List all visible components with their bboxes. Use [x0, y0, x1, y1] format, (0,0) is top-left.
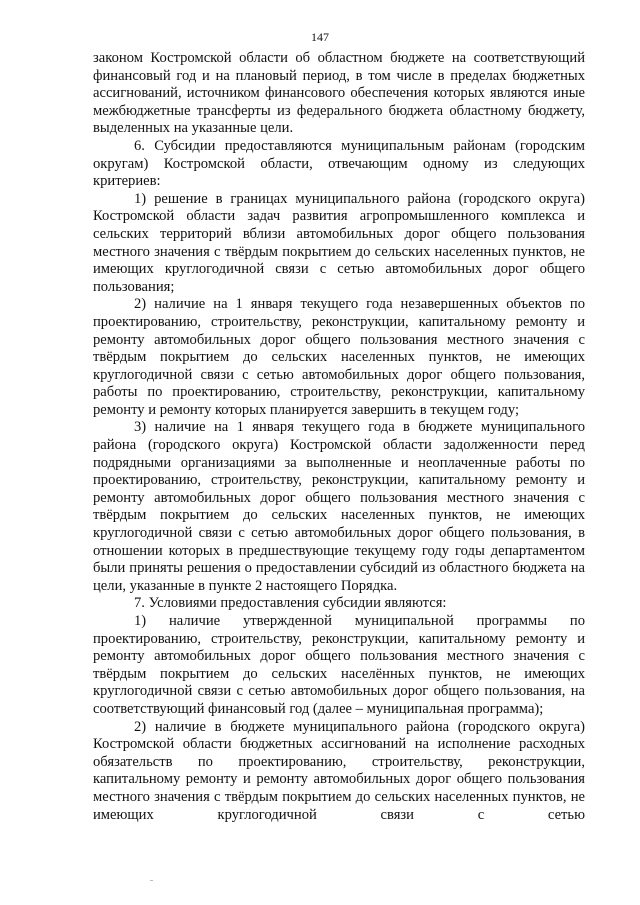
paragraph-condition-1: 1) наличие утвержденной муниципальной программы по проектированию, строительству, реконструкции, капитальному ремонту и ремонту автомобильных дорог общего пользования местного значения с твёрдым покрытием до сельских населённых пунктов, не имеющих круглогодичной связи с сетью автомобильных дорог общего пользования, на соответствующий финансовый год (далее – муниципальная программа);: [93, 613, 585, 717]
paragraph-clause-6: 6. Субсидии предоставляются муниципальным районам (городским округам) Костромской области, отвечающим одному из следующих критериев:: [93, 137, 585, 190]
paragraph-continuation: законом Костромской области об областном бюджете на соответствующий финансовый год и на плановый период, в том числе в пределах бюджетных ассигнований, источником финансового обеспечения которых являются иные межбюджетные трансферты из федерального бюджета областному бюджету, выделенных на указанные цели.: [93, 50, 585, 137]
paragraph-criterion-3: 3) наличие на 1 января текущего года в бюджете муниципального района (городского округа) Костромской области задолженности перед подрядными организациями за выполненные и неоплаченные работы по проектированию, строительству, реконструкции, капитальному ремонту и ремонту автомобильных дорог общего пользования местного значения с твёрдым покрытием до сельских населенных пунктов, не имеющих круглогодичной связи с сетью автомобильных дорог общего пользования, в отношении которых в предшествующие текущему году годы департаментом были приняты решения о предоставлении субсидий из областного бюджета на цели, указанные в пункте 2 настоящего Порядка.: [93, 419, 585, 594]
paragraph-clause-7: 7. Условиями предоставления субсидии являются:: [134, 595, 447, 612]
scan-speck: [150, 880, 153, 881]
paragraph-criterion-1: 1) решение в границах муниципального района (городского округа) Костромской области задач развития агропромышленного комплекса и сельских территорий вблизи автомобильных дорог общего пользования местного значения с твёрдым покрытием до сельских населенных пунктов, не имеющих круглогодичной связи с сетью автомобильных дорог общего пользования;: [93, 190, 585, 295]
page-number: 147: [311, 30, 329, 44]
paragraph-criterion-2: 2) наличие на 1 января текущего года незавершенных объектов по проектированию, строительству, реконструкции, капитальному ремонту и ремонту автомобильных дорог общего пользования местного значения с твёрдым покрытием до сельских населенных пунктов, не имеющих круглогодичной связи с сетью автомобильных дорог общего пользования, работы по проектированию, строительству, реконструкции, капитальному ремонту и ремонту которых планируется завершить в текущем году;: [93, 296, 585, 418]
body-text: [93, 50, 585, 824]
paragraph-condition-2: 2) наличие в бюджете муниципального района (городского округа) Костромской области бюджетных ассигнований на исполнение расходных обязательств по проектированию, строительству, реконструкции, капитальному ремонту и ремонту автомобильных дорог общего пользования местного значения с твёрдым покрытием до сельских населенных пунктов, не имеющих круглогодичной связи с сетью: [93, 718, 585, 823]
